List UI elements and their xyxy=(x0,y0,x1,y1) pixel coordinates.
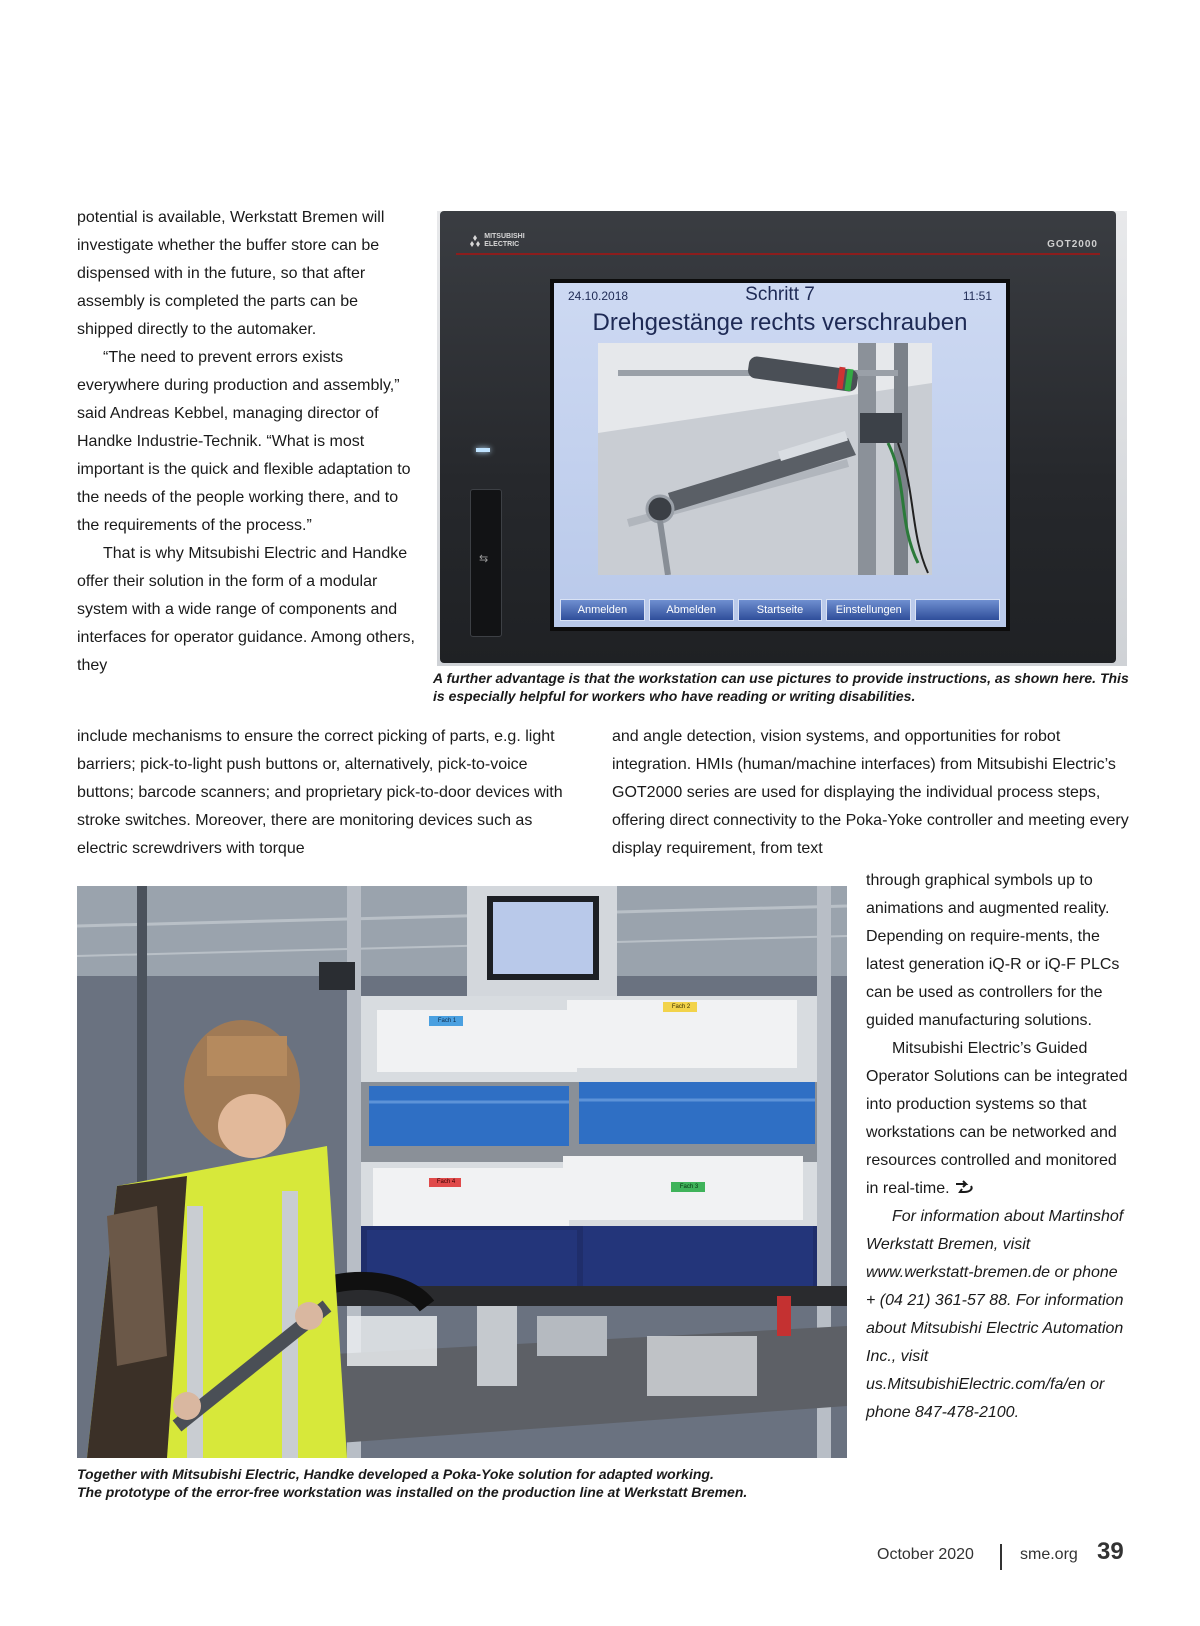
column-mid-left: include mechanisms to ensure the correct picking of parts, e.g. light barriers; pick-to-light push buttons or, alternatively, pick-to-voice buttons; barcode scanners; and proprietary pick-to-door devices with stroke switches. Moreover, there are monitoring devices such as electric screwdrivers with torque xyxy=(77,728,563,857)
hmi-button-bar xyxy=(560,599,1000,621)
bin-label-3: Fach 3 xyxy=(679,1184,699,1190)
usb-cover xyxy=(470,489,502,637)
hmi-screen xyxy=(550,279,1010,631)
end-mark-icon xyxy=(954,1180,974,1194)
bin-label-4: Fach 4 xyxy=(436,1179,456,1185)
paragraph: “The need to prevent errors exists everywhere during production and assembly,” said Andreas Kebbel, managing director of Handke Industrie-Technik. “What is most important is the quick and flexible adaptation to the needs of the people working there, and to the requirements of the process.” xyxy=(77,349,411,534)
hmi-home-button: Startseite xyxy=(738,599,823,621)
column-right xyxy=(866,867,1128,1427)
hmi-settings-button: Einstellungen xyxy=(826,599,911,621)
hmi-bezel xyxy=(440,211,1116,663)
torque-wrench-illustration xyxy=(598,343,932,575)
model-label: GOT2000 xyxy=(1047,239,1098,250)
bin-label-2: Fach 2 xyxy=(671,1004,691,1010)
status-led xyxy=(476,448,490,452)
photo2-caption-line1: Together with Mitsubishi Electric, Handke developed a Poka-Yoke solution for adapted working. xyxy=(77,1466,714,1482)
paragraph: through graphical symbols up to animations and augmented reality. Depending on require-ments, the latest generation iQ-R or iQ-F PLCs can be used as controllers for the guided manufacturing solutions. xyxy=(866,872,1120,1029)
hmi-panel-photo xyxy=(437,211,1127,666)
paragraph: potential is available, Werkstatt Bremen will investigate whether the buffer store can be dispensed with in the future, so that after assembly is completed the parts can be shipped directly to the automaker. xyxy=(77,209,385,338)
paragraph-text: Mitsubishi Electric’s Guided Operator Solutions can be integrated into production systems so that workstations can be networked and resources controlled and monitored in real-time. xyxy=(866,1040,1128,1197)
contact-paragraph: For information about Martinshof Werkstatt Bremen, visit www.werkstatt-bremen.de or phone + (04 21) 361-57 88. For information about Mitsubishi Electric Automation Inc., visit us.MitsubishiElectric.com/fa/en or phone 847-478-2100. xyxy=(866,1208,1124,1421)
hmi-step-label: Schritt 7 xyxy=(745,284,815,305)
footer-site: sme.org xyxy=(1020,1546,1078,1563)
workstation-illustration xyxy=(77,886,847,1458)
hmi-login-button: Anmelden xyxy=(560,599,645,621)
column-mid-right: and angle detection, vision systems, and opportunities for robot integration. HMIs (human/machine interfaces) from Mitsubishi Electric’s GOT2000 series are used for displaying the individual process steps, offering direct connectivity to the Poka-Yoke controller and meeting every display requirement, from text xyxy=(612,728,1129,857)
workstation-photo xyxy=(77,886,847,1458)
hmi-instruction-image xyxy=(598,343,932,575)
hmi-date: 24.10.2018 xyxy=(568,289,629,303)
hmi-instruction-title: Drehgestänge rechts verschrauben xyxy=(592,309,968,336)
photo1-caption: A further advantage is that the workstation can use pictures to provide instructions, as shown here. This is especially helpful for workers who have reading or writing disabilities. xyxy=(433,670,1129,704)
column-left-top xyxy=(77,204,417,680)
photo2-caption-line2: The prototype of the error-free workstation was installed on the production line at Werkstatt Bremen. xyxy=(77,1484,748,1500)
red-accent-line xyxy=(456,253,1100,255)
photo2-caption xyxy=(77,1465,847,1501)
mitsubishi-diamonds-icon xyxy=(468,235,482,247)
mitsubishi-logo xyxy=(468,233,544,249)
bin-label-1: Fach 1 xyxy=(437,1018,457,1024)
footer-divider xyxy=(1000,1544,1002,1570)
hmi-screen-content xyxy=(554,283,1006,627)
hmi-logout-button: Abmelden xyxy=(649,599,734,621)
usb-icon: ⇆ xyxy=(479,553,489,565)
hmi-time: 11:51 xyxy=(962,289,992,303)
brand-text: MITSUBISHI ELECTRIC xyxy=(484,233,525,248)
paragraph xyxy=(866,1035,1128,1203)
page-number: 39 xyxy=(1097,1538,1124,1565)
paragraph: That is why Mitsubishi Electric and Handke offer their solution in the form of a modular system with a wide range of components and interfaces for operator guidance. Among others, they xyxy=(77,545,415,674)
footer-month: October 2020 xyxy=(877,1546,974,1563)
hmi-empty-button xyxy=(915,599,1000,621)
